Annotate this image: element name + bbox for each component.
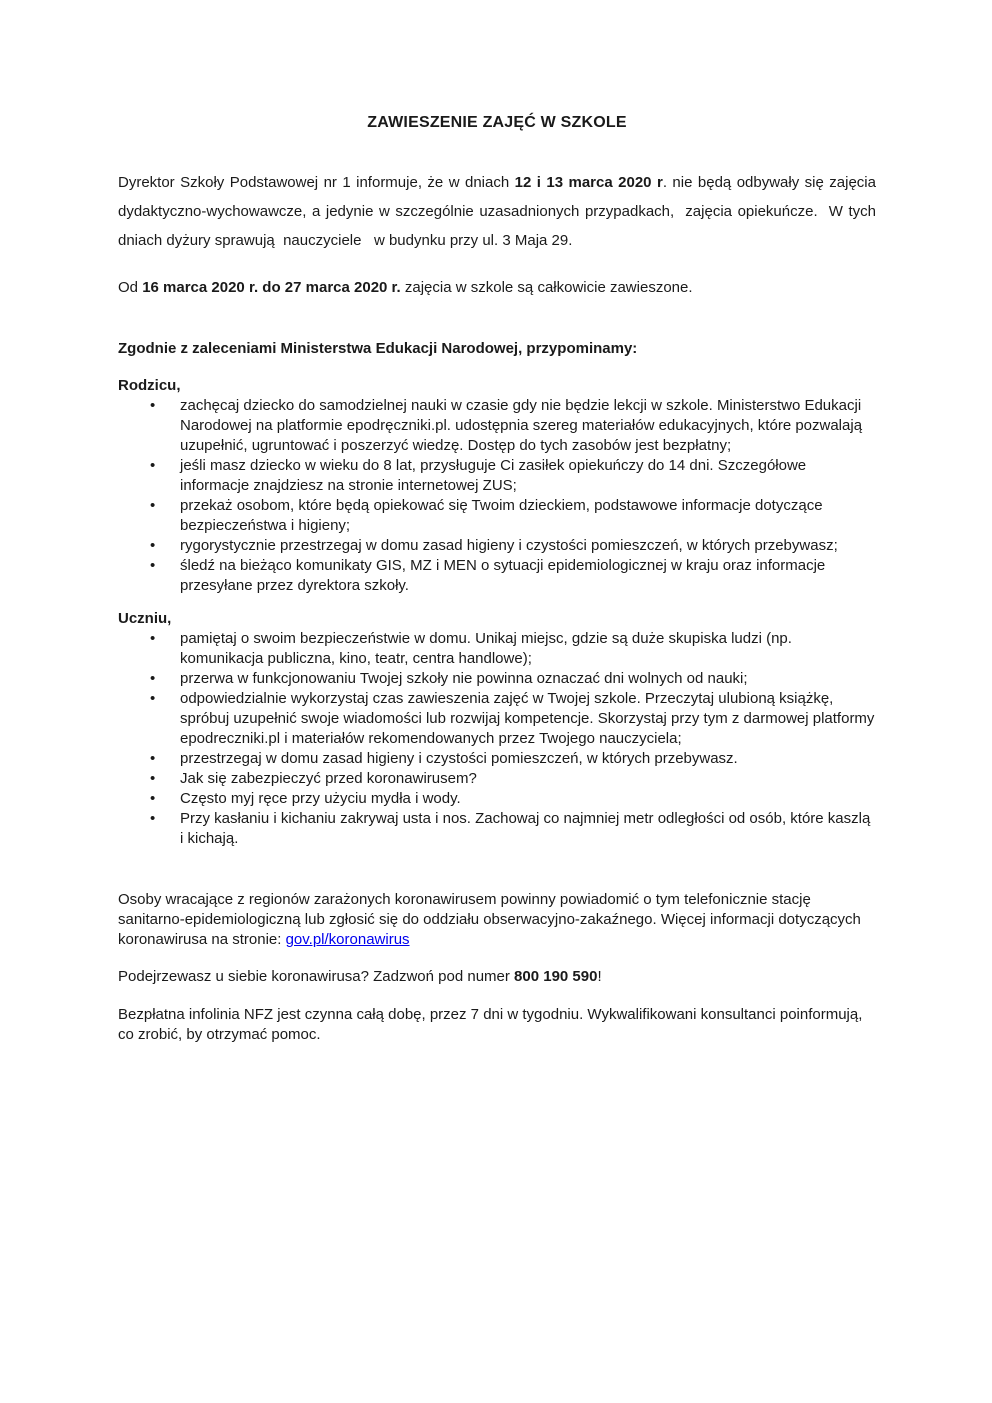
list-item: • Przy kasłaniu i kichaniu zakrywaj usta i nos. Zachowaj co najmniej metr odległości od osób, które kaszlą i kichają. — [180, 809, 876, 849]
list-item: • Jak się zabezpieczyć przed koronawirusem? — [180, 769, 876, 789]
list-item: • zachęcaj dziecko do samodzielnej nauki w czasie gdy nie będzie lekcji w szkole. Ministerstwo Edukacji Narodowej na platformie epodręczniki.pl. udostępnia szereg materiałów edukacyjnych, które pozwalają uzupełnić, ugruntować i poszerzyć wiedzę. Dostęp do tych zasobów jest bezpłatny; — [180, 396, 876, 456]
list-item: • odpowiedzialnie wykorzystaj czas zawieszenia zajęć w Twojej szkole. Przeczytaj ulubioną książkę, spróbuj uzupełnić swoje wiadomości lub rozwijaj kompetencje. Skorzystaj przy tym z darmowej platformy epodreczniki.pl i materiałów rekomendowanych przez Twojego nauczyciela; — [180, 689, 876, 749]
intro-paragraph — [118, 168, 876, 255]
list-item: • jeśli masz dziecko w wieku do 8 lat, przysługuje Ci zasiłek opiekuńczy do 14 dni. Szczegółowe informacje znajdziesz na stronie internetowej ZUS; — [180, 456, 876, 496]
list-item: • śledź na bieżąco komunikaty GIS, MZ i MEN o sytuacji epidemiologicznej w kraju oraz informacje przesyłane przez dyrektora szkoły. — [180, 556, 876, 596]
text-segment: Podejrzewasz u siebie koronawirusa? Zadzwoń pod numer — [118, 968, 515, 985]
ministry-recommendations-heading: Zgodnie z zaleceniami Ministerstwa Edukacji Narodowej, przypominamy: — [118, 340, 638, 357]
hotline-paragraph — [118, 967, 876, 987]
list-item: • przerwa w funkcjonowaniu Twojej szkoły nie powinna oznaczać dni wolnych od nauki; — [180, 669, 876, 689]
bold-text-segment: 800 190 590 — [514, 968, 598, 985]
nfz-paragraph — [118, 1005, 876, 1045]
list-item: • przestrzegaj w domu zasad higieny i czystości pomieszczeń, w których przebywasz. — [180, 749, 876, 769]
suspension-paragraph — [118, 273, 876, 302]
text-segment: Dyrektor Szkoły Podstawowej nr 1 informuje, że w dniach — [118, 174, 515, 191]
list-item: • pamiętaj o swoim bezpieczeństwie w domu. Unikaj miejsc, gdzie są duże skupiska ludzi (np. komunikacja publiczna, kino, teatr, centra handlowe); — [180, 629, 876, 669]
koronawirus-link[interactable]: gov.pl/koronawirus — [285, 931, 410, 948]
bold-text-segment: 12 i 13 marca 2020 r — [514, 174, 663, 191]
students-heading: Uczniu, — [118, 610, 172, 627]
bold-text-segment: 16 marca 2020 r. do 27 marca 2020 r. — [142, 279, 401, 296]
text-segment: . nie będą odbywały się zajęcia dydaktyczno-wychowawcze, a jedynie w szczególnie uzasadnionych przypadkach, zajęcia opiekuńcze. W tych dniach dyżury sprawują nauczyciele w budynku przy ul. 3 Maja 29. — [118, 174, 876, 249]
document-title: ZAWIESZENIE ZAJĘĆ W SZKOLE — [367, 114, 627, 131]
parents-bullet-list — [118, 396, 876, 596]
text-segment: ! — [597, 968, 602, 985]
list-item: • rygorystycznie przestrzegaj w domu zasad higieny i czystości pomieszczeń, w których przebywasz; — [180, 536, 876, 556]
text-segment: Osoby wracające z regionów zarażonych koronawirusem powinny powiadomić o tym telefonicznie stację sanitarno-epidemiologiczną lub zgłosić się do oddziału obserwacyjno-zakaźnego. Więcej informacji dotyczących koronawirusa na stronie: — [118, 891, 861, 948]
students-bullet-list — [118, 629, 876, 849]
list-item: • Często myj ręce przy użyciu mydła i wody. — [180, 789, 876, 809]
text-segment: zajęcia w szkole są całkowicie zawieszone. — [400, 279, 693, 296]
text-segment: Od — [118, 279, 143, 296]
text-segment: Bezpłatna infolinia NFZ jest czynna całą dobę, przez 7 dni w tygodniu. Wykwalifikowani konsultanci poinformują, co zrobić, by otrzymać pomoc. — [118, 1006, 863, 1043]
returnees-paragraph — [118, 890, 876, 950]
list-item: • przekaż osobom, które będą opiekować się Twoim dzieckiem, podstawowe informacje dotyczące bezpieczeństwa i higieny; — [180, 496, 876, 536]
parents-heading: Rodzicu, — [118, 377, 181, 394]
